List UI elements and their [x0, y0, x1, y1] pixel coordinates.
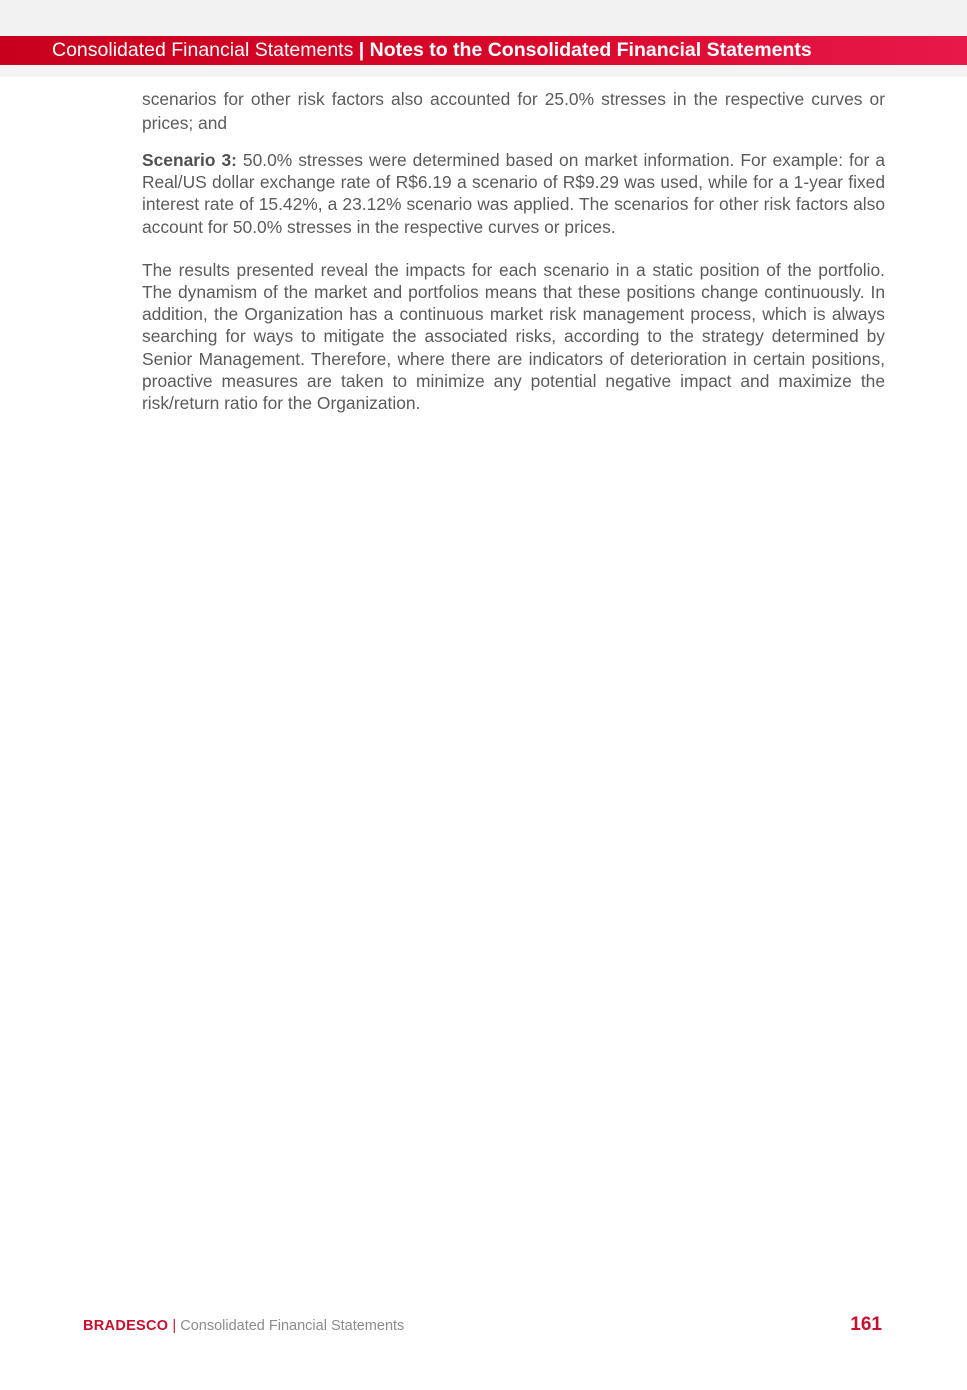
footer-brand: BRADESCO [83, 1318, 169, 1334]
page-top-band [0, 0, 967, 36]
paragraph-results: The results presented reveal the impacts for each scenario in a static position of the portfolio. The dynamism of the market and portfolios means that these positions change continuously. In addition, the Organization has a continuous market risk management process, which is always searching for ways to mitigate the associated risks, according to the strategy determined by Senior Management. Therefore, where there are indicators of deterioration in certain positions, proactive measures are taken to minimize any potential negative impact and maximize the risk/return ratio for the Organization. [142, 259, 885, 414]
scenario-3-text: 50.0% stresses were determined based on market information. For example: for a Real/US dollar exchange rate of R$6.19 a scenario of R$9.29 was used, while for a 1-year fixed interest rate of 15.42%, a 23.12% scenario was applied. The scenarios for other risk factors also account for 50.0% stresses in the respective curves or prices. [142, 150, 885, 237]
page-footer [83, 1318, 404, 1334]
page-header [0, 36, 967, 65]
footer-separator: | [168, 1318, 181, 1334]
scenario-3-label: Scenario 3: [142, 150, 237, 170]
footer-doc-title: Consolidated Financial Statements [180, 1318, 405, 1334]
page-number: 161 [850, 1314, 882, 1335]
header-separator: | [353, 39, 370, 61]
header-divider [0, 65, 967, 77]
paragraph-scenario-2-end: scenarios for other risk factors also accounted for 25.0% stresses in the respective curves or prices; and [142, 89, 885, 133]
header-section: Consolidated Financial Statements [52, 39, 354, 61]
header-title: Notes to the Consolidated Financial Statements [369, 39, 812, 61]
document-body [142, 88, 885, 414]
paragraph-scenario-3 [142, 149, 885, 238]
